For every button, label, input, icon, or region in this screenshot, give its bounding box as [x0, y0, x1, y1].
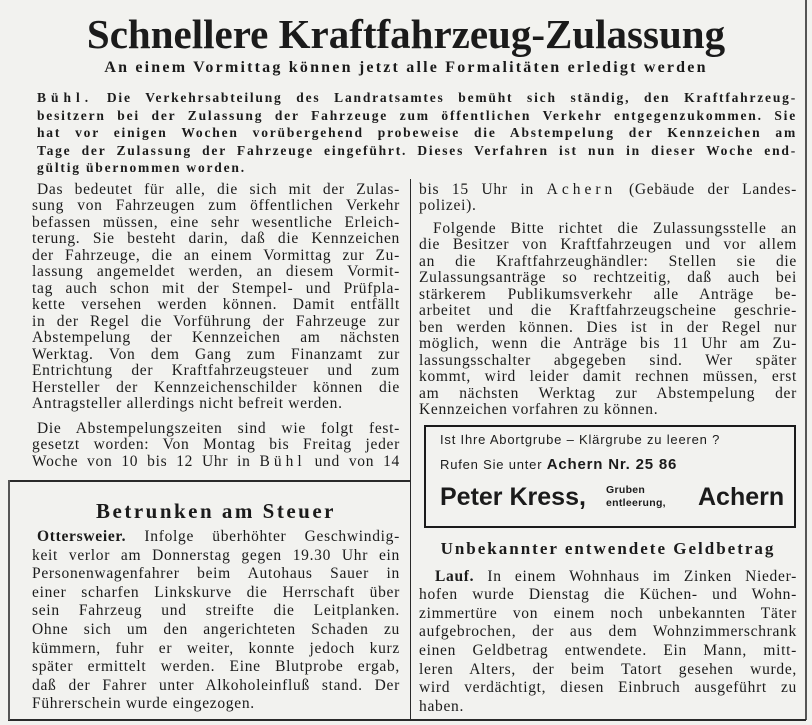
paragraph: [419, 221, 797, 419]
paragraph: [32, 421, 400, 471]
text-line: Führerschein wurde eingezogen.: [32, 695, 255, 713]
article-separator: [8, 480, 410, 482]
text-line: leren Alters, der beim Tatort gesehen wurde,: [419, 660, 797, 678]
text-line: sein Fahrzeug und streifte die Leitplanken.: [32, 602, 400, 620]
text-line: lassungsschalter abgegeben sind. Wer später: [419, 351, 797, 369]
text-line: Das bedeutet für alle, die sich mit der Zulas-: [37, 180, 400, 198]
text-line: einer scharfen Linkskurve die Herrschaft über: [32, 583, 400, 601]
text-segment: bis 15 Uhr in: [419, 180, 547, 198]
emphasized-word: Achern: [546, 180, 617, 198]
main-article-left-column: [32, 182, 400, 471]
text-line: [32, 528, 400, 547]
text-line: Zulassungsanträge so rechtzeitig, daß auch bei: [419, 269, 797, 287]
text-line: Folgende Bitte richtet die Zulassungsstelle an: [433, 219, 797, 237]
text-line: gültig übernommen worden.: [37, 160, 246, 175]
text-line: Ohne sich um den angerichteten Schaden zu: [32, 620, 400, 638]
text-segment: (Gebäude der Landes-: [616, 180, 797, 198]
text-line: lassung angemeldet werden, an diesem Vormit-: [32, 263, 400, 281]
text-line: [419, 182, 797, 199]
text-segment: In einem Wohnhaus im Zinken Nieder-: [474, 567, 797, 585]
advertisement-box: [424, 425, 796, 528]
text-segment: Die Verkehrsabteilung des Landratsamtes bemüht sich ständig, den Kraftfahrzeug-: [93, 90, 797, 105]
dateline: Lauf.: [435, 567, 475, 585]
text-line: haben.: [419, 697, 465, 715]
text-line: arbeitet und die Kraftfahrzeugscheine geschrie-: [419, 302, 797, 320]
text-line: befassen müssen, eine sehr wesentliche Erleich-: [32, 213, 400, 231]
ad-call-prefix: Rufen Sie unter: [440, 457, 543, 472]
text-line: besitzern bei der Zulassung der Fahrzeuge zum öffentlichen Verkehr entgegenzukommen. Sie: [37, 107, 797, 123]
text-line: Werktag. Von dem Gang zum Finanzamt zur: [32, 345, 400, 363]
clipping-border-left: [8, 480, 10, 720]
dateline: Ottersweier.: [37, 528, 127, 545]
text-line: ben werden können. Dies ist in der Regel nur: [419, 318, 797, 336]
text-line: an die Kraftfahrzeughändler: Stellen sie die: [419, 252, 797, 270]
text-line: Personenwagenfahrer beim Autohaus Sauer in: [32, 565, 400, 583]
paragraph: [419, 568, 797, 717]
ad-call-line: [440, 455, 677, 475]
text-line: kommt, wird leider damit rechnen müssen, erst: [419, 368, 797, 386]
text-line: Kennzeichen vorfahren zu können.: [419, 401, 659, 419]
text-line: später ermittelt werden. Eine Blutprobe ergab,: [32, 658, 400, 676]
ad-town: Achern: [698, 483, 785, 511]
text-line: Hersteller der Kennzeichenschilder können die: [32, 378, 400, 396]
paragraph: [419, 182, 797, 215]
ad-service-line: entleerung,: [606, 497, 666, 509]
text-line: Entrichtung der Kraftfahrzeugsteuer und zum: [32, 362, 400, 380]
headline: Schnellere Kraftfahrzeug-Zulassung: [86, 11, 726, 57]
text-line: am nächsten Werktag zur Abstempelung der: [419, 384, 797, 402]
lead-paragraph: [37, 89, 797, 177]
paragraph: [32, 182, 400, 413]
text-line: aufgebrochen, der aus dem Wohnzimmerschrank: [419, 623, 797, 641]
text-line: daß der Fahrer unter Alkoholeinfluß stand. Der: [32, 676, 400, 694]
ad-service-line: Gruben: [606, 484, 646, 496]
text-line: terung. Sie besteht darin, daß die Kennzeichen: [32, 230, 400, 248]
article-title-theft: Unbekannter entwendete Geldbetrag: [440, 539, 776, 558]
text-line: sung von Fahrzeugen zum öffentlichen Verkehr: [32, 197, 400, 215]
text-line: polizei).: [419, 197, 477, 215]
text-line: tag auch schon mit der Stempel- und Prüfpla-: [32, 279, 400, 297]
article-body-drunk-driving: [32, 528, 400, 714]
paragraph: [32, 528, 400, 714]
main-article-right-column: [419, 182, 797, 419]
clipping-border-bottom: [8, 719, 806, 721]
ad-phone-number: Achern Nr. 25 86: [546, 456, 678, 473]
text-line: in der Regel die Vorführung der Fahrzeuge zur: [32, 312, 400, 330]
ad-question: Ist Ihre Abortgrube – Klärgrube zu leeren ?: [440, 432, 721, 447]
text-line: kette versehen werden können. Damit entfällt: [32, 296, 400, 314]
emphasized-word: Bühl: [259, 452, 306, 470]
text-line: der Fahrzeuge, die an einem Vormittag zur Zu-: [32, 246, 400, 264]
clipping-border-right: [805, 0, 807, 720]
text-line: Abstempelung der Kennzeichen am nächsten: [32, 329, 400, 347]
dateline: Bühl.: [37, 90, 94, 105]
text-line: [37, 89, 797, 107]
text-line: zimmertüre von einem noch unbekannten Täter: [419, 604, 797, 622]
text-line: gesetzt worden: Von Montag bis Freitag jeder: [32, 436, 400, 454]
text-line: hofen wurde Dienstag die Küchen- und Wohn-: [419, 586, 797, 604]
text-line: hat vor einigen Wochen vorübergehend probeweise die Abstempelung der Kennzeichen am: [37, 125, 797, 140]
text-segment: Infolge überhöhter Geschwindig-: [126, 528, 400, 545]
text-line: Die Abstempelungszeiten sind wie folgt fest-: [37, 419, 400, 437]
ad-service-label: [606, 484, 666, 510]
text-line: keit verlor am Donnerstag gegen 19.30 Uhr ein: [32, 546, 400, 564]
article-title-drunk-driving: Betrunken am Steuer: [96, 499, 336, 523]
column-divider: [410, 179, 412, 720]
text-segment: Woche von 10 bis 12 Uhr in: [32, 452, 260, 470]
article-body-theft: [419, 568, 797, 717]
text-line: die Besitzer von Kraftfahrzeugen und vor allem: [419, 236, 797, 254]
text-line: kümmern, fuhr er weiter, konnte jedoch kurz: [32, 639, 400, 657]
text-line: Tage der Zulassung der Fahrzeuge eingeführt. Dieses Verfahren ist nun in dieser Woche end-: [37, 142, 797, 158]
text-line: einen Geldbetrag entwendete. Ein Mann, mitt-: [419, 642, 797, 660]
text-segment: und von 14: [305, 452, 400, 470]
text-line: [32, 454, 400, 471]
text-line: Antragsteller allerdings nicht befreit werden.: [32, 395, 343, 413]
ad-company-name: Peter Kress,: [440, 483, 586, 511]
subheadline: An einem Vormittag können jetzt alle Formalitäten erledigt werden: [104, 59, 708, 76]
text-line: [419, 568, 797, 587]
text-line: möglich, wenn die Anträge bis 11 Uhr am Zu-: [419, 335, 797, 353]
text-line: stärkerem Publikumsverkehr alle Anträge be-: [419, 285, 797, 303]
text-line: wird verdächtigt, diesen Einbruch ausgeführt zu: [419, 679, 797, 697]
